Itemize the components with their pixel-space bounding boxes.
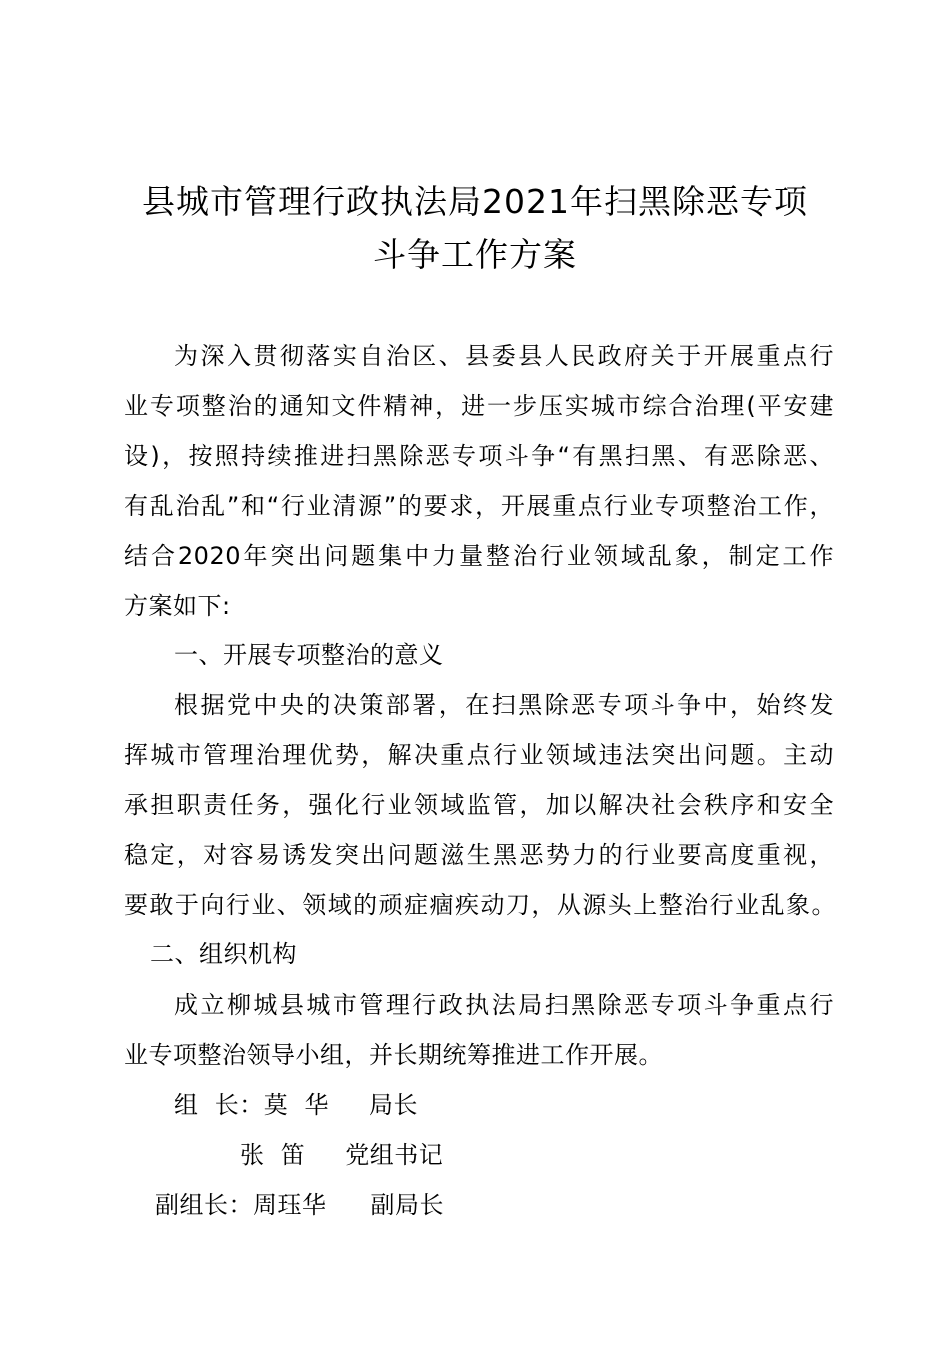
leader-row bbox=[174, 1085, 418, 1120]
vice-leader-title: 副局长 bbox=[370, 1191, 444, 1219]
vice-leader-name: 周珏华 bbox=[253, 1191, 327, 1219]
document-title-line-1: 县城市管理行政执法局2021年扫黑除恶专项 bbox=[142, 182, 808, 221]
document-title-line-2: 斗争工作方案 bbox=[373, 235, 577, 274]
vice-leader-row bbox=[155, 1185, 444, 1220]
section-1-line: 承担职责任务，强化行业领域监管，加以解决社会秩序和安全 bbox=[124, 791, 834, 819]
leader-name: 张 笛 bbox=[240, 1141, 306, 1169]
section-1-line: 挥城市管理治理优势，解决重点行业领域违法突出问题。主动 bbox=[124, 741, 834, 769]
leader-title: 党组书记 bbox=[345, 1141, 444, 1169]
intro-line: 有乱治乱”和“行业清源”的要求，开展重点行业专项整治工作， bbox=[124, 492, 834, 520]
vice-leader-label: 副组长： bbox=[155, 1191, 253, 1219]
intro-line: 业专项整治的通知文件精神，进一步压实城市综合治理(平安建 bbox=[124, 392, 834, 420]
section-2-heading: 二、组织机构 bbox=[150, 940, 297, 968]
section-2-line: 业专项整治领导小组，并长期统筹推进工作开展。 bbox=[124, 1041, 663, 1069]
leader-row bbox=[240, 1135, 443, 1170]
section-1-heading: 一、开展专项整治的意义 bbox=[174, 641, 444, 669]
section-2-line: 成立柳城县城市管理行政执法局扫黑除恶专项斗争重点行 bbox=[174, 991, 834, 1019]
section-1-line: 稳定，对容易诱发突出问题滋生黑恶势力的行业要高度重视， bbox=[124, 841, 834, 869]
leader-title: 局长 bbox=[369, 1091, 419, 1119]
intro-line: 设)，按照持续推进扫黑除恶专项斗争“有黑扫黑、有恶除恶、 bbox=[124, 442, 834, 470]
leader-label: 组 长： bbox=[174, 1091, 264, 1119]
section-1-line: 根据党中央的决策部署，在扫黑除恶专项斗争中，始终发 bbox=[174, 691, 834, 719]
intro-line: 为深入贯彻落实自治区、县委县人民政府关于开展重点行 bbox=[174, 342, 834, 370]
intro-line: 方案如下: bbox=[124, 592, 231, 620]
intro-line: 结合2020年突出问题集中力量整治行业领域乱象，制定工作 bbox=[124, 542, 834, 570]
section-1-line: 要敢于向行业、领域的顽症痼疾动刀，从源头上整治行业乱象。 bbox=[124, 891, 836, 919]
leader-name: 莫 华 bbox=[263, 1091, 330, 1119]
